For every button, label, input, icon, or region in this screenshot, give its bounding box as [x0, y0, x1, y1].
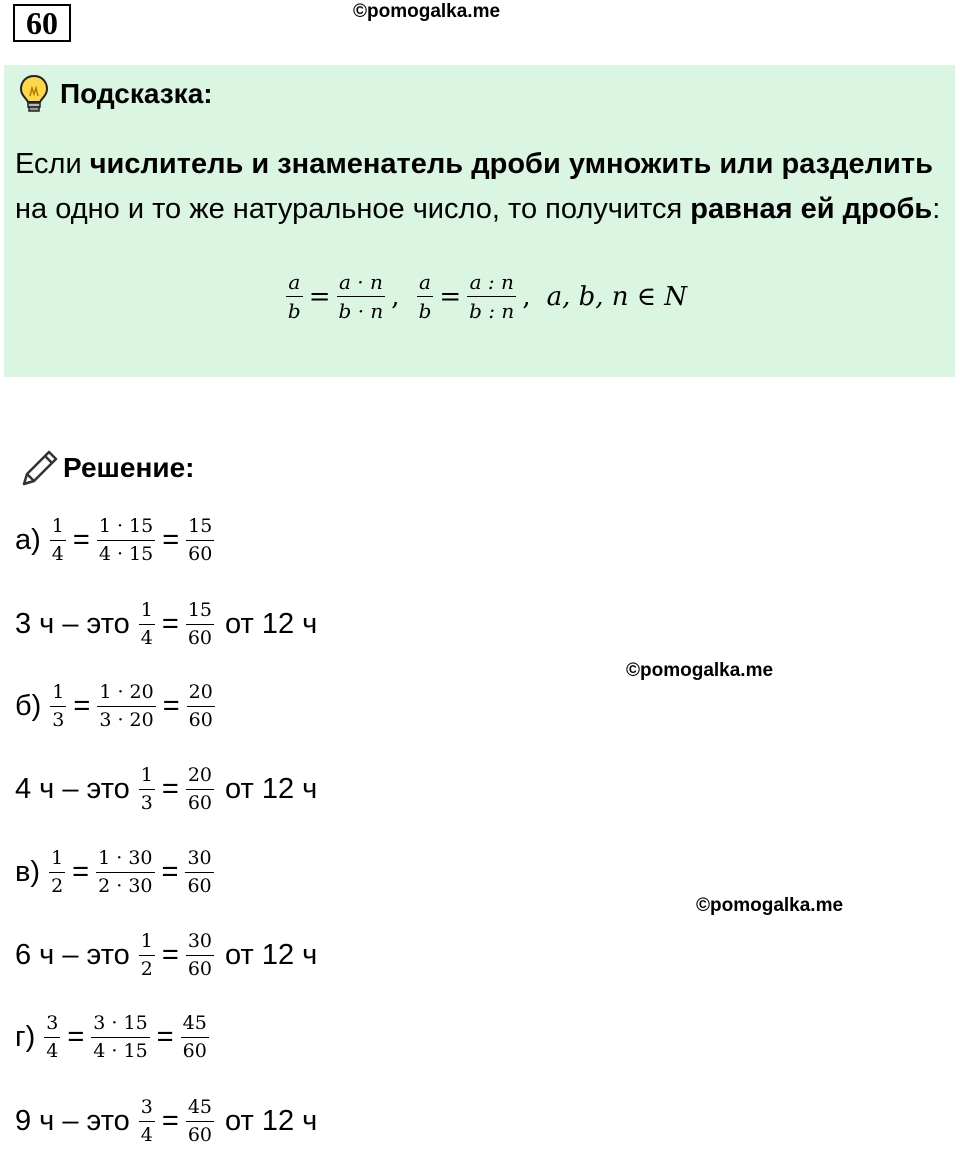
- solution-line: а) $\frac{1}{4}$ = $\frac{1 \cdot 15}{4 \cdot 15}$ = $\frac{15}{60}$: [15, 513, 217, 568]
- hint-text: [15, 142, 950, 232]
- hint-text-part: Если: [15, 148, 90, 180]
- fraction: $\frac{20}{60}$: [187, 764, 213, 814]
- fraction: $\frac{3}{4}$: [140, 1096, 153, 1146]
- fraction: $\frac{3 \cdot 15}{4 \cdot 15}$: [93, 1012, 148, 1062]
- fraction: $\frac{20}{60}$: [188, 681, 213, 731]
- fraction: $\frac{1 \cdot 15}{4 \cdot 15}$: [98, 515, 154, 565]
- watermark-lower: ©pomogalka.me: [696, 895, 844, 916]
- fraction: $\frac{1 \cdot 30}{2 \cdot 30}$: [98, 847, 153, 897]
- formula-tail: a, b, n ∈ N: [546, 281, 688, 312]
- fraction: $\frac{15}{60}$: [187, 599, 213, 649]
- fraction: $\frac{1}{2}$: [51, 847, 64, 897]
- solution-line: 6 ч – это $\frac{1}{2}$ = $\frac{30}{60}$ от 12 ч: [15, 928, 317, 983]
- hint-text-bold: равная ей дробь: [690, 193, 933, 225]
- fraction: $\frac{15}{60}$: [188, 515, 213, 565]
- lightbulb-icon: [18, 74, 50, 114]
- solution-title: Решение:: [63, 452, 195, 483]
- fraction: $\frac{a}{b}$: [418, 270, 432, 323]
- hint-title: Подсказка:: [60, 78, 213, 109]
- solution-line: г) $\frac{3}{4}$ = $\frac{3 \cdot 15}{4 \cdot 15}$ = $\frac{45}{60}$: [15, 1010, 212, 1065]
- hint-text-part: на одно и то же натуральное число, то получится: [15, 193, 691, 225]
- fraction: $\frac{1 \cdot 20}{3 \cdot 20}$: [99, 681, 154, 731]
- fraction: $\frac{3}{4}$: [46, 1012, 59, 1062]
- solution-line: 9 ч – это $\frac{3}{4}$ = $\frac{45}{60}$ от 12 ч: [15, 1094, 317, 1149]
- hint-text-bold: числитель и знаменатель дроби умножить или разделить: [89, 148, 933, 180]
- fraction: $\frac{45}{60}$: [182, 1012, 207, 1062]
- task-number: 60: [13, 4, 71, 42]
- solution-line: в) $\frac{1}{2}$ = $\frac{1 \cdot 30}{2 \cdot 30}$ = $\frac{30}{60}$: [15, 845, 217, 900]
- solution-line: 3 ч – это $\frac{1}{4}$ = $\frac{15}{60}$ от 12 ч: [15, 597, 317, 652]
- hint-text-part: :: [932, 193, 941, 225]
- solution-line: 4 ч – это $\frac{1}{3}$ = $\frac{20}{60}$ от 12 ч: [15, 762, 317, 817]
- pencil-icon: [18, 448, 60, 490]
- fraction: $\frac{1}{3}$: [140, 764, 153, 814]
- fraction: $\frac{a : n}{b : n}$: [469, 270, 515, 323]
- fraction: $\frac{1}{2}$: [140, 930, 153, 980]
- fraction: $\frac{1}{4}$: [51, 515, 64, 565]
- fraction: $\frac{30}{60}$: [187, 847, 212, 897]
- watermark-middle: ©pomogalka.me: [626, 660, 774, 681]
- watermark-top: ©pomogalka.me: [353, 1, 501, 22]
- fraction: $\frac{45}{60}$: [187, 1096, 213, 1146]
- fraction: $\frac{30}{60}$: [187, 930, 213, 980]
- fraction: $\frac{a \cdot n}{b \cdot n}$: [338, 270, 384, 323]
- solution-line: б) $\frac{1}{3}$ = $\frac{1 \cdot 20}{3 \cdot 20}$ = $\frac{20}{60}$: [15, 679, 218, 734]
- fraction: $\frac{a}{b}$: [287, 270, 301, 323]
- hint-formula: $\frac{a}{b}$ = $\frac{a \cdot n}{b \cdot n}$ , $\frac{a}{b}$ = $\frac{a : n}{b : n}$ , a, b, n ∈ N: [287, 270, 688, 323]
- fraction: $\frac{1}{4}$: [140, 599, 153, 649]
- fraction: $\frac{1}{3}$: [52, 681, 65, 731]
